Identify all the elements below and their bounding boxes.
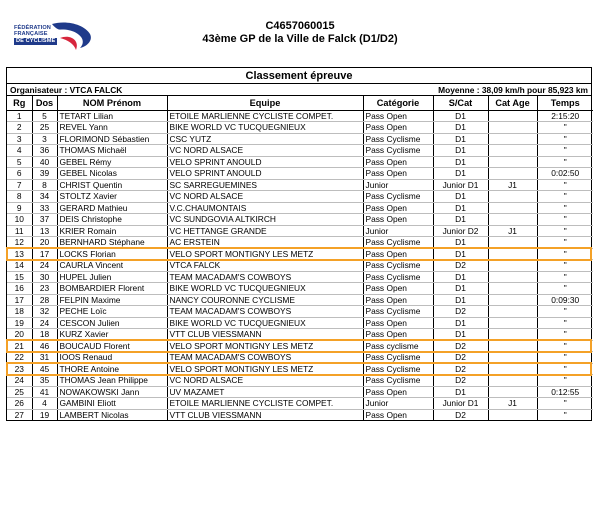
- cell-scat: D1: [433, 133, 488, 145]
- cell-nom: GEBEL Nicolas: [57, 168, 167, 180]
- cell-temps: ": [537, 306, 593, 318]
- cell-nom: NOWAKOWSKI Jann: [57, 386, 167, 398]
- cell-scat: D1: [433, 145, 488, 157]
- cell-catage: [488, 271, 537, 283]
- cell-temps: ": [537, 317, 593, 329]
- cell-nom: GEBEL Rémy: [57, 156, 167, 168]
- cell-categorie: Pass Open: [363, 122, 433, 134]
- cell-temps: ": [537, 122, 593, 134]
- cell-dos: 45: [32, 363, 57, 375]
- col-header-equipe: Equipe: [167, 96, 363, 110]
- cell-dos: 20: [32, 237, 57, 249]
- cell-temps: 2:15:20: [537, 110, 593, 122]
- table-row: [7, 214, 593, 226]
- cell-scat: D2: [433, 340, 488, 352]
- cell-nom: CESCON Julien: [57, 317, 167, 329]
- cell-rg: 17: [7, 294, 32, 306]
- cell-nom: BOUCAUD Florent: [57, 340, 167, 352]
- cell-equipe: BIKE WORLD VC TUCQUEGNIEUX: [167, 317, 363, 329]
- results-table: [7, 96, 593, 420]
- table-row: [7, 386, 593, 398]
- cell-dos: 39: [32, 168, 57, 180]
- cell-rg: 4: [7, 145, 32, 157]
- cell-rg: 22: [7, 352, 32, 364]
- cell-nom: STOLTZ Xavier: [57, 191, 167, 203]
- col-header-categorie: Catégorie: [363, 96, 433, 110]
- cell-catage: J1: [488, 398, 537, 410]
- table-row: [7, 202, 593, 214]
- cell-equipe: VELO SPORT MONTIGNY LES METZ: [167, 248, 363, 260]
- cell-dos: 4: [32, 398, 57, 410]
- cell-nom: HUPEL Julien: [57, 271, 167, 283]
- cell-categorie: Junior: [363, 398, 433, 410]
- table-row: [7, 248, 593, 260]
- logo-line-1: FÉDÉRATION: [14, 25, 51, 31]
- cell-scat: Junior D2: [433, 225, 488, 237]
- cell-rg: 19: [7, 317, 32, 329]
- cell-dos: 3: [32, 133, 57, 145]
- cell-rg: 8: [7, 191, 32, 203]
- cell-scat: D1: [433, 168, 488, 180]
- cell-rg: 20: [7, 329, 32, 341]
- cell-equipe: TEAM MACADAM'S COWBOYS: [167, 306, 363, 318]
- cell-catage: [488, 352, 537, 364]
- cell-catage: [488, 329, 537, 341]
- cell-rg: 23: [7, 363, 32, 375]
- cell-nom: DEIS Christophe: [57, 214, 167, 226]
- cell-nom: FELPIN Maxime: [57, 294, 167, 306]
- cell-rg: 16: [7, 283, 32, 295]
- table-row: [7, 122, 593, 134]
- cell-scat: D2: [433, 375, 488, 387]
- cell-equipe: UV MAZAMET: [167, 386, 363, 398]
- cell-categorie: Pass Open: [363, 156, 433, 168]
- cell-scat: Junior D1: [433, 179, 488, 191]
- cell-rg: 15: [7, 271, 32, 283]
- cell-categorie: Pass Open: [363, 214, 433, 226]
- cell-equipe: VTT CLUB VIESSMANN: [167, 409, 363, 420]
- cell-rg: 7: [7, 179, 32, 191]
- cell-nom: KURZ Xavier: [57, 329, 167, 341]
- cell-dos: 23: [32, 283, 57, 295]
- cell-categorie: Pass Open: [363, 329, 433, 341]
- cell-equipe: AC ERSTEIN: [167, 237, 363, 249]
- cell-nom: BOMBARDIER Florent: [57, 283, 167, 295]
- cell-catage: [488, 145, 537, 157]
- cell-temps: ": [537, 352, 593, 364]
- cell-dos: 25: [32, 122, 57, 134]
- col-header-temps: Temps: [537, 96, 593, 110]
- cell-rg: 3: [7, 133, 32, 145]
- cell-temps: ": [537, 363, 593, 375]
- cell-rg: 25: [7, 386, 32, 398]
- cell-nom: GAMBINI Eliott: [57, 398, 167, 410]
- cell-nom: THORE Antoine: [57, 363, 167, 375]
- cell-nom: CHRIST Quentin: [57, 179, 167, 191]
- cell-rg: 2: [7, 122, 32, 134]
- cell-dos: 8: [32, 179, 57, 191]
- cell-categorie: Junior: [363, 225, 433, 237]
- table-row: [7, 237, 593, 249]
- table-row: [7, 294, 593, 306]
- cell-dos: 24: [32, 260, 57, 272]
- cell-categorie: Pass Cyclisme: [363, 363, 433, 375]
- cell-categorie: Pass Open: [363, 202, 433, 214]
- cell-dos: 30: [32, 271, 57, 283]
- cell-rg: 27: [7, 409, 32, 420]
- classement-title: Classement épreuve: [7, 68, 591, 84]
- cell-temps: ": [537, 409, 593, 420]
- cell-categorie: Pass Cyclisme: [363, 145, 433, 157]
- cell-dos: 5: [32, 110, 57, 122]
- cell-nom: IOOS Renaud: [57, 352, 167, 364]
- cell-catage: [488, 237, 537, 249]
- cell-categorie: Pass Open: [363, 294, 433, 306]
- cell-categorie: Pass Cyclisme: [363, 191, 433, 203]
- cell-catage: [488, 214, 537, 226]
- cell-dos: 34: [32, 191, 57, 203]
- cell-categorie: Pass Open: [363, 317, 433, 329]
- cell-scat: D1: [433, 386, 488, 398]
- cell-categorie: Junior: [363, 179, 433, 191]
- cell-catage: [488, 248, 537, 260]
- cell-temps: ": [537, 260, 593, 272]
- cell-temps: ": [537, 248, 593, 260]
- cell-equipe: ETOILE MARLIENNE CYCLISTE COMPET.: [167, 110, 363, 122]
- cell-scat: D1: [433, 237, 488, 249]
- cell-nom: TETART Lilian: [57, 110, 167, 122]
- table-row: [7, 271, 593, 283]
- cell-catage: [488, 363, 537, 375]
- cell-rg: 5: [7, 156, 32, 168]
- cell-categorie: Pass Open: [363, 283, 433, 295]
- cell-temps: ": [537, 271, 593, 283]
- cell-temps: ": [537, 202, 593, 214]
- cell-equipe: ETOILE MARLIENNE CYCLISTE COMPET.: [167, 398, 363, 410]
- cell-scat: Junior D1: [433, 398, 488, 410]
- cell-nom: REVEL Yann: [57, 122, 167, 134]
- cell-equipe: VELO SPRINT ANOULD: [167, 168, 363, 180]
- cell-equipe: TEAM MACADAM'S COWBOYS: [167, 271, 363, 283]
- cell-temps: 0:09:30: [537, 294, 593, 306]
- cell-scat: D1: [433, 110, 488, 122]
- cell-categorie: Pass Cyclisme: [363, 133, 433, 145]
- table-row: [7, 317, 593, 329]
- logo-line-3: DE CYCLISME: [16, 38, 56, 45]
- cell-catage: [488, 133, 537, 145]
- table-row: [7, 306, 593, 318]
- cell-dos: 36: [32, 145, 57, 157]
- table-row: [7, 168, 593, 180]
- cell-scat: D1: [433, 214, 488, 226]
- cell-dos: 40: [32, 156, 57, 168]
- results-document: [6, 67, 592, 421]
- cell-rg: 13: [7, 248, 32, 260]
- cell-catage: [488, 122, 537, 134]
- col-header-dos: Dos: [32, 96, 57, 110]
- cell-catage: [488, 306, 537, 318]
- cell-scat: D1: [433, 156, 488, 168]
- cell-nom: FLORIMOND Sébastien: [57, 133, 167, 145]
- table-row: [7, 225, 593, 237]
- col-header-scat: S/Cat: [433, 96, 488, 110]
- cell-equipe: NANCY COURONNE CYCLISME: [167, 294, 363, 306]
- cell-dos: 17: [32, 248, 57, 260]
- cell-nom: PECHE Loïc: [57, 306, 167, 318]
- cell-dos: 32: [32, 306, 57, 318]
- table-row: [7, 329, 593, 341]
- cell-equipe: VC NORD ALSACE: [167, 145, 363, 157]
- col-header-rg: Rg: [7, 96, 32, 110]
- cell-catage: [488, 409, 537, 420]
- cell-dos: 18: [32, 329, 57, 341]
- cell-dos: 46: [32, 340, 57, 352]
- cell-equipe: TEAM MACADAM'S COWBOYS: [167, 352, 363, 364]
- race-code: C4657060015: [265, 20, 335, 32]
- table-row: [7, 145, 593, 157]
- cell-rg: 18: [7, 306, 32, 318]
- cell-dos: 31: [32, 352, 57, 364]
- cell-temps: 0:12:55: [537, 386, 593, 398]
- table-row: [7, 156, 593, 168]
- cell-scat: D2: [433, 409, 488, 420]
- cell-categorie: Pass cyclisme: [363, 340, 433, 352]
- cell-temps: ": [537, 156, 593, 168]
- cell-categorie: Pass Cyclisme: [363, 375, 433, 387]
- cell-catage: J1: [488, 225, 537, 237]
- cell-dos: 24: [32, 317, 57, 329]
- table-row: [7, 191, 593, 203]
- cell-catage: [488, 294, 537, 306]
- cell-catage: [488, 156, 537, 168]
- cell-scat: D2: [433, 306, 488, 318]
- cell-temps: ": [537, 191, 593, 203]
- table-row: [7, 352, 593, 364]
- cell-catage: [488, 260, 537, 272]
- cell-temps: ": [537, 225, 593, 237]
- cell-scat: D1: [433, 202, 488, 214]
- cell-categorie: Pass Cyclisme: [363, 271, 433, 283]
- table-header-row: [7, 96, 593, 110]
- cell-catage: [488, 386, 537, 398]
- cell-equipe: VC NORD ALSACE: [167, 375, 363, 387]
- cell-equipe: VC NORD ALSACE: [167, 191, 363, 203]
- cell-catage: [488, 283, 537, 295]
- cell-nom: KRIER Romain: [57, 225, 167, 237]
- cell-categorie: Pass Open: [363, 248, 433, 260]
- cell-equipe: VTCA FALCK: [167, 260, 363, 272]
- organisateur: Organisateur : VTCA FALCK: [10, 85, 123, 95]
- table-row: [7, 179, 593, 191]
- table-row: [7, 340, 593, 352]
- cell-categorie: Pass Open: [363, 386, 433, 398]
- cell-categorie: Pass Open: [363, 110, 433, 122]
- cell-scat: D1: [433, 248, 488, 260]
- cell-rg: 9: [7, 202, 32, 214]
- race-title: 43ème GP de la Ville de Falck (D1/D2): [202, 33, 398, 45]
- cell-equipe: VELO SPORT MONTIGNY LES METZ: [167, 340, 363, 352]
- table-row: [7, 409, 593, 420]
- cell-scat: D2: [433, 352, 488, 364]
- cell-scat: D1: [433, 329, 488, 341]
- table-row: [7, 133, 593, 145]
- cell-dos: 19: [32, 409, 57, 420]
- table-row: [7, 110, 593, 122]
- cell-scat: D1: [433, 317, 488, 329]
- cell-rg: 26: [7, 398, 32, 410]
- cell-dos: 13: [32, 225, 57, 237]
- cell-dos: 35: [32, 375, 57, 387]
- cell-categorie: Pass Cyclisme: [363, 306, 433, 318]
- cell-temps: ": [537, 375, 593, 387]
- cell-catage: [488, 202, 537, 214]
- cell-equipe: V.C.CHAUMONTAIS: [167, 202, 363, 214]
- cell-temps: ": [537, 214, 593, 226]
- cell-rg: 21: [7, 340, 32, 352]
- cell-scat: D2: [433, 260, 488, 272]
- cell-rg: 12: [7, 237, 32, 249]
- cell-temps: ": [537, 133, 593, 145]
- cell-categorie: Pass Cyclisme: [363, 237, 433, 249]
- cell-nom: BERNHARD Stéphane: [57, 237, 167, 249]
- cell-categorie: Pass Open: [363, 409, 433, 420]
- cell-temps: 0:02:50: [537, 168, 593, 180]
- moyenne: Moyenne : 38,09 km/h pour 85,923 km: [438, 85, 588, 95]
- cell-temps: ": [537, 179, 593, 191]
- cell-scat: D1: [433, 294, 488, 306]
- cell-nom: GERARD Mathieu: [57, 202, 167, 214]
- cell-equipe: CSC YUTZ: [167, 133, 363, 145]
- cell-catage: [488, 340, 537, 352]
- cell-temps: ": [537, 398, 593, 410]
- cell-equipe: VELO SPORT MONTIGNY LES METZ: [167, 363, 363, 375]
- cell-temps: ": [537, 329, 593, 341]
- cell-scat: D1: [433, 283, 488, 295]
- cell-dos: 37: [32, 214, 57, 226]
- cell-categorie: Pass Cyclisme: [363, 260, 433, 272]
- cell-nom: THOMAS Jean Philippe: [57, 375, 167, 387]
- cell-rg: 14: [7, 260, 32, 272]
- cell-catage: [488, 375, 537, 387]
- cell-temps: ": [537, 237, 593, 249]
- info-row: [7, 84, 591, 96]
- logo-line-2: FRANÇAISE: [14, 31, 48, 38]
- table-row: [7, 363, 593, 375]
- cell-rg: 24: [7, 375, 32, 387]
- cell-equipe: BIKE WORLD VC TUCQUEGNIEUX: [167, 283, 363, 295]
- cell-catage: [488, 317, 537, 329]
- cell-dos: 28: [32, 294, 57, 306]
- cell-categorie: Pass Cyclisme: [363, 352, 433, 364]
- table-row: [7, 398, 593, 410]
- cell-rg: 11: [7, 225, 32, 237]
- cell-catage: J1: [488, 179, 537, 191]
- table-row: [7, 283, 593, 295]
- cell-equipe: BIKE WORLD VC TUCQUEGNIEUX: [167, 122, 363, 134]
- table-row: [7, 260, 593, 272]
- col-header-catage: Cat Age: [488, 96, 537, 110]
- cell-equipe: SC SARREGUEMINES: [167, 179, 363, 191]
- cell-equipe: VTT CLUB VIESSMANN: [167, 329, 363, 341]
- cell-scat: D2: [433, 363, 488, 375]
- cell-nom: CAURLA Vincent: [57, 260, 167, 272]
- cell-rg: 1: [7, 110, 32, 122]
- table-row: [7, 375, 593, 387]
- cell-dos: 41: [32, 386, 57, 398]
- cell-categorie: Pass Open: [363, 168, 433, 180]
- cell-temps: ": [537, 145, 593, 157]
- cell-nom: LAMBERT Nicolas: [57, 409, 167, 420]
- cell-nom: LOCKS Florian: [57, 248, 167, 260]
- cell-equipe: VC SUNDGOVIA ALTKIRCH: [167, 214, 363, 226]
- cell-catage: [488, 110, 537, 122]
- cell-temps: ": [537, 283, 593, 295]
- cell-rg: 6: [7, 168, 32, 180]
- cell-scat: D1: [433, 122, 488, 134]
- cell-temps: ": [537, 340, 593, 352]
- cell-catage: [488, 191, 537, 203]
- cell-equipe: VELO SPRINT ANOULD: [167, 156, 363, 168]
- cell-rg: 10: [7, 214, 32, 226]
- cell-scat: D1: [433, 271, 488, 283]
- col-header-nom: NOM Prénom: [57, 96, 167, 110]
- cell-scat: D1: [433, 191, 488, 203]
- cell-equipe: VC HETTANGE GRANDE: [167, 225, 363, 237]
- cell-catage: [488, 168, 537, 180]
- cell-dos: 33: [32, 202, 57, 214]
- cell-nom: THOMAS Michaël: [57, 145, 167, 157]
